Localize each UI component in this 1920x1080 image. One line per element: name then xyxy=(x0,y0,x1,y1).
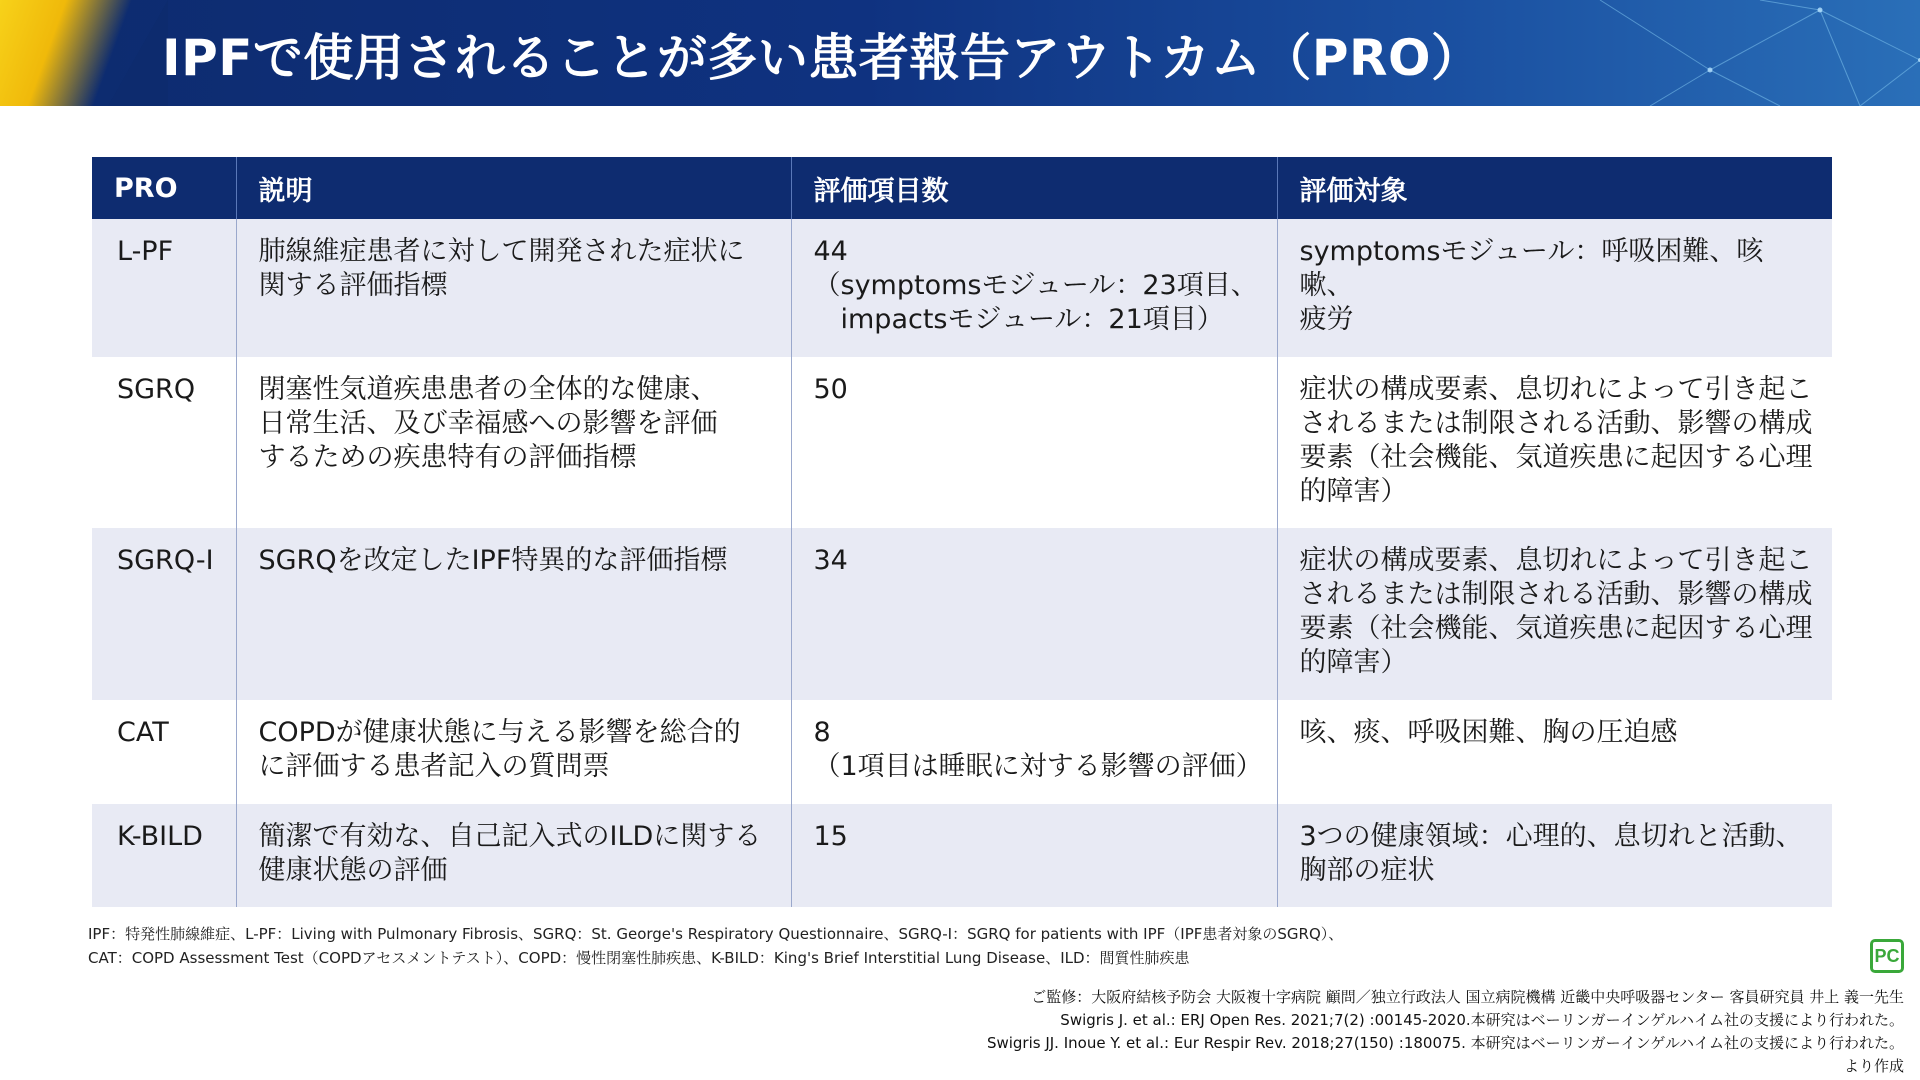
header-banner xyxy=(0,0,1920,106)
text-line: SGRQを改定したIPF特異的な評価指標 xyxy=(258,545,728,576)
table-row xyxy=(92,219,1832,357)
cell-description xyxy=(236,700,791,804)
text-line: されるまたは制限される活動、影響の構成 xyxy=(1299,579,1813,610)
text-line: 日常生活、及び幸福感への影響を評価 xyxy=(258,408,718,439)
cell-item-count xyxy=(791,700,1277,804)
text-line: 症状の構成要素、息切れによって引き起こ xyxy=(1299,374,1813,405)
text-line: 要素（社会機能、気道疾患に起因する心理 xyxy=(1299,613,1813,644)
credit-line: Swigris J. et al.: ERJ Open Res. 2021;7(2) :00145-2020.本研究はベーリンガーインゲルハイム社の支援により行われた。 xyxy=(1060,1011,1904,1029)
cell-description xyxy=(236,219,791,357)
abbreviation-notes xyxy=(88,922,1488,970)
table-row xyxy=(92,700,1832,804)
page-title: IPFで使用されることが多い患者報告アウトカム（PRO） xyxy=(162,29,1482,87)
text-line: 胸部の症状 xyxy=(1299,855,1435,886)
text-line: 8 xyxy=(813,717,831,748)
cell-item-count xyxy=(791,219,1277,357)
text-line: 3つの健康領域：心理的、息切れと活動、 xyxy=(1299,821,1803,852)
text-line: 健康状態の評価 xyxy=(258,855,448,886)
cell-pro: SGRQ xyxy=(92,357,236,528)
text-line: 咳、痰、呼吸困難、胸の圧迫感 xyxy=(1299,717,1678,748)
note-line: IPF：特発性肺線維症、L-PF：Living with Pulmonary Fibrosis、SGRQ：St. George's Respiratory Questionnaire、SGRQ-I：SGRQ for patients with IPF（IPF患者対象のSGRQ）、 xyxy=(88,925,1344,943)
credit-line: より作成 xyxy=(1843,1057,1904,1075)
cell-item-count xyxy=(791,528,1277,700)
table-row xyxy=(92,357,1832,528)
cell-description xyxy=(236,528,791,700)
cell-target xyxy=(1277,357,1832,528)
text-line: 疲労 xyxy=(1299,304,1354,335)
text-line: 関する評価指標 xyxy=(258,270,448,301)
table-row xyxy=(92,804,1832,907)
header-pro: PRO xyxy=(92,157,236,219)
text-line: 簡潔で有効な、自己記入式のILDに関する xyxy=(258,821,762,852)
pro-table xyxy=(92,157,1832,907)
credit-line: ご監修：大阪府結核予防会 大阪複十字病院 顧問／独立行政法人 国立病院機構 近畿中央呼吸器センター 客員研究員 井上 義一先生 xyxy=(1031,988,1904,1006)
text-line: 15 xyxy=(813,821,848,852)
text-line: 44 xyxy=(813,236,848,267)
text-line: 34 xyxy=(813,545,848,576)
cell-pro: CAT xyxy=(92,700,236,804)
text-line: 50 xyxy=(813,374,848,405)
text-line: symptomsモジュール：呼吸困難、咳嗽、 xyxy=(1299,236,1764,301)
header-item-count: 評価項目数 xyxy=(791,157,1277,219)
credit-line: Swigris JJ. Inoue Y. et al.: Eur Respir Rev. 2018;27(150) :180075. 本研究はベーリンガーインゲルハイム社の支援により行われた。 xyxy=(986,1034,1904,1052)
table-row xyxy=(92,528,1832,700)
text-line: されるまたは制限される活動、影響の構成 xyxy=(1299,408,1813,439)
text-line: COPDが健康状態に与える影響を総合的 xyxy=(258,717,741,748)
header-target: 評価対象 xyxy=(1277,157,1832,219)
text-line: するための疾患特有の評価指標 xyxy=(258,442,637,473)
cell-description xyxy=(236,357,791,528)
text-line: に評価する患者記入の質問票 xyxy=(258,751,610,782)
text-line: 症状の構成要素、息切れによって引き起こ xyxy=(1299,545,1813,576)
table-header-row xyxy=(92,157,1832,219)
cell-item-count xyxy=(791,357,1277,528)
cell-target xyxy=(1277,700,1832,804)
text-line: 的障害） xyxy=(1299,476,1408,507)
pc-logo: PC xyxy=(1870,939,1904,973)
text-line: 肺線維症患者に対して開発された症状に xyxy=(258,236,745,267)
text-line: （1項目は睡眠に対する影響の評価） xyxy=(813,751,1263,782)
references xyxy=(987,986,1904,1078)
network-decoration-icon xyxy=(1560,0,1920,106)
text-line: impactsモジュール：21項目） xyxy=(813,304,1224,335)
header-description: 説明 xyxy=(236,157,791,219)
text-line: 的障害） xyxy=(1299,647,1408,678)
cell-target xyxy=(1277,219,1832,357)
cell-target xyxy=(1277,528,1832,700)
banner-slash xyxy=(108,0,168,106)
cell-pro: SGRQ-I xyxy=(92,528,236,700)
text-line: 要素（社会機能、気道疾患に起因する心理 xyxy=(1299,442,1813,473)
text-line: （symptomsモジュール：23項目、 xyxy=(813,270,1258,301)
text-line: 閉塞性気道疾患患者の全体的な健康、 xyxy=(258,374,718,405)
cell-pro: K-BILD xyxy=(92,804,236,907)
cell-description xyxy=(236,804,791,907)
note-line: CAT：COPD Assessment Test（COPDアセスメントテスト）、COPD：慢性閉塞性肺疾患、K-BILD：King's Brief Interstitial Lung Disease、ILD：間質性肺疾患 xyxy=(88,949,1190,967)
cell-item-count xyxy=(791,804,1277,907)
cell-pro: L-PF xyxy=(92,219,236,357)
cell-target xyxy=(1277,804,1832,907)
